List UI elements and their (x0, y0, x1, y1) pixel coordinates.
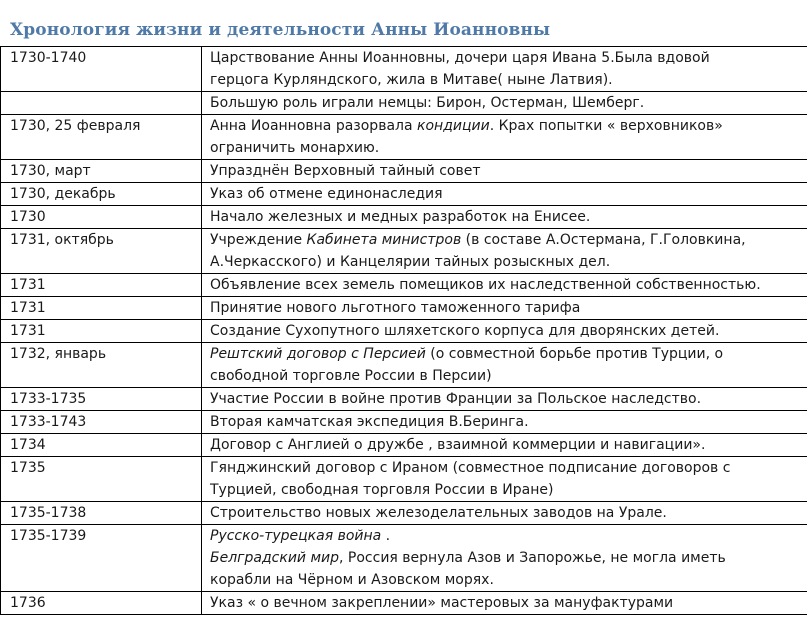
event-line (210, 297, 807, 319)
event-text: корабли на Чёрном и Азовском морях. (210, 572, 494, 588)
date-cell (1, 160, 202, 183)
event-text: Гянджинский договор с Ираном (совместное подписание договоров с (210, 460, 731, 476)
table-row (1, 274, 807, 297)
table-row (1, 115, 807, 160)
event-line (210, 343, 807, 365)
table-row (1, 388, 807, 411)
date-cell (1, 388, 202, 411)
date-text: 1734 (10, 437, 46, 453)
event-text: Принятие нового льготного таможенного тарифа (210, 300, 581, 316)
event-line (210, 251, 807, 273)
date-text: 1731 (10, 277, 46, 293)
event-cell (202, 297, 807, 320)
date-cell (1, 457, 202, 502)
date-cell (1, 320, 202, 343)
table-row (1, 592, 807, 615)
event-text: Указ « о вечном закреплении» мастеровых за мануфактурами (210, 595, 674, 611)
event-cell (202, 388, 807, 411)
table-row (1, 457, 807, 502)
event-text: . (381, 528, 391, 544)
date-text: 1730-1740 (10, 50, 87, 66)
event-line (210, 365, 807, 387)
date-text: 1731, октябрь (10, 232, 114, 248)
event-term: Белградский мир (210, 550, 340, 566)
event-cell (202, 525, 807, 592)
event-line (210, 137, 807, 159)
date-cell (1, 343, 202, 388)
event-text: Объявление всех земель помещиков их наследственной собственностью. (210, 277, 761, 293)
event-text: Начало железных и медных разработок на Енисее. (210, 209, 591, 225)
table-row (1, 343, 807, 388)
event-text: Вторая камчатская экспедиция В.Беринга. (210, 414, 529, 430)
event-line (210, 592, 807, 614)
event-line (210, 411, 807, 433)
document-title: Хронология жизни и деятельности Анны Иоанновны (10, 20, 551, 40)
event-cell (202, 274, 807, 297)
event-cell (202, 160, 807, 183)
event-text: Строительство новых железоделательных заводов на Урале. (210, 505, 667, 521)
table-row (1, 92, 807, 115)
event-text: Царствование Анны Иоанновны, дочери царя Ивана 5.Была вдовой (210, 50, 710, 66)
date-text: 1732, январь (10, 346, 107, 362)
table-row (1, 502, 807, 525)
event-text: Участие России в войне против Франции за Польское наследство. (210, 391, 702, 407)
date-text: 1735-1739 (10, 528, 87, 544)
event-line (210, 160, 807, 182)
date-text: 1730, март (10, 163, 91, 179)
date-text: 1731 (10, 300, 46, 316)
date-text: 1731 (10, 323, 46, 339)
event-cell (202, 320, 807, 343)
date-text: 1730, 25 февраля (10, 118, 141, 134)
table-row (1, 47, 807, 92)
event-line (210, 569, 807, 591)
event-line (210, 479, 807, 501)
event-text: Указ об отмене единонаследия (210, 186, 443, 202)
event-text: Большую роль играли немцы: Бирон, Остерман, Шемберг. (210, 95, 645, 111)
event-text: Учреждение (210, 232, 307, 248)
date-text: 1735 (10, 460, 46, 476)
event-cell (202, 502, 807, 525)
event-term: Рештский договор с Персией (210, 346, 426, 362)
event-cell (202, 183, 807, 206)
event-cell (202, 206, 807, 229)
event-line (210, 115, 807, 137)
event-text: герцога Курляндского, жила в Митаве( ныне Латвия). (210, 72, 613, 88)
event-cell (202, 592, 807, 615)
table-row (1, 160, 807, 183)
event-line (210, 457, 807, 479)
event-line (210, 320, 807, 342)
event-text: (в составе А.Остермана, Г.Головкина, (461, 232, 746, 248)
event-line (210, 183, 807, 205)
date-cell (1, 115, 202, 160)
event-cell (202, 47, 807, 92)
event-line (210, 547, 807, 569)
event-line (210, 274, 807, 296)
date-cell (1, 47, 202, 92)
table-row (1, 183, 807, 206)
event-text: свободной торговле России в Персии) (210, 368, 492, 384)
table-row (1, 434, 807, 457)
event-text: Турцией, свободная торговля России в Иране) (210, 482, 554, 498)
event-text: Анна Иоанновна разорвала (210, 118, 418, 134)
event-line (210, 92, 807, 114)
table-row (1, 229, 807, 274)
date-cell (1, 411, 202, 434)
table-row (1, 525, 807, 592)
event-cell (202, 92, 807, 115)
chronology-table (0, 46, 807, 615)
event-cell (202, 411, 807, 434)
event-line (210, 229, 807, 251)
event-cell (202, 115, 807, 160)
chronology-table-body (1, 47, 807, 615)
event-term: Русско-турецкая война (210, 528, 382, 544)
event-line (210, 206, 807, 228)
date-text: 1733-1735 (10, 391, 87, 407)
date-text: 1733-1743 (10, 414, 87, 430)
date-cell (1, 229, 202, 274)
event-term: Кабинета министров (306, 232, 462, 248)
event-cell (202, 229, 807, 274)
event-line (210, 47, 807, 69)
date-text: 1736 (10, 595, 46, 611)
table-row (1, 297, 807, 320)
event-text: Договор с Англией о дружбе , взаимной коммерции и навигации». (210, 437, 706, 453)
table-row (1, 206, 807, 229)
event-text: А.Черкасского) и Канцелярии тайных розыскных дел. (210, 254, 611, 270)
date-cell (1, 502, 202, 525)
table-row (1, 320, 807, 343)
table-row (1, 411, 807, 434)
date-cell (1, 206, 202, 229)
date-cell (1, 297, 202, 320)
event-cell (202, 457, 807, 502)
event-line (210, 502, 807, 524)
date-cell (1, 525, 202, 592)
event-line (210, 388, 807, 410)
date-cell (1, 183, 202, 206)
event-line (210, 525, 807, 547)
event-line (210, 434, 807, 456)
event-text: , Россия вернула Азов и Запорожье, не могла иметь (339, 550, 726, 566)
date-cell (1, 592, 202, 615)
event-text: Создание Сухопутного шляхетского корпуса для дворянских детей. (210, 323, 720, 339)
date-text: 1730 (10, 209, 46, 225)
date-cell (1, 92, 202, 115)
event-text: (о совместной борьбе против Турции, о (425, 346, 724, 362)
event-text: . Крах попытки « верховников» (489, 118, 723, 134)
event-term: кондиции (417, 118, 490, 134)
date-cell (1, 274, 202, 297)
event-cell (202, 343, 807, 388)
date-text: 1735-1738 (10, 505, 87, 521)
event-text: Упразднён Верховный тайный совет (210, 163, 481, 179)
event-line (210, 69, 807, 91)
date-text: 1730, декабрь (10, 186, 116, 202)
event-text: ограничить монархию. (210, 140, 380, 156)
event-cell (202, 434, 807, 457)
date-cell (1, 434, 202, 457)
